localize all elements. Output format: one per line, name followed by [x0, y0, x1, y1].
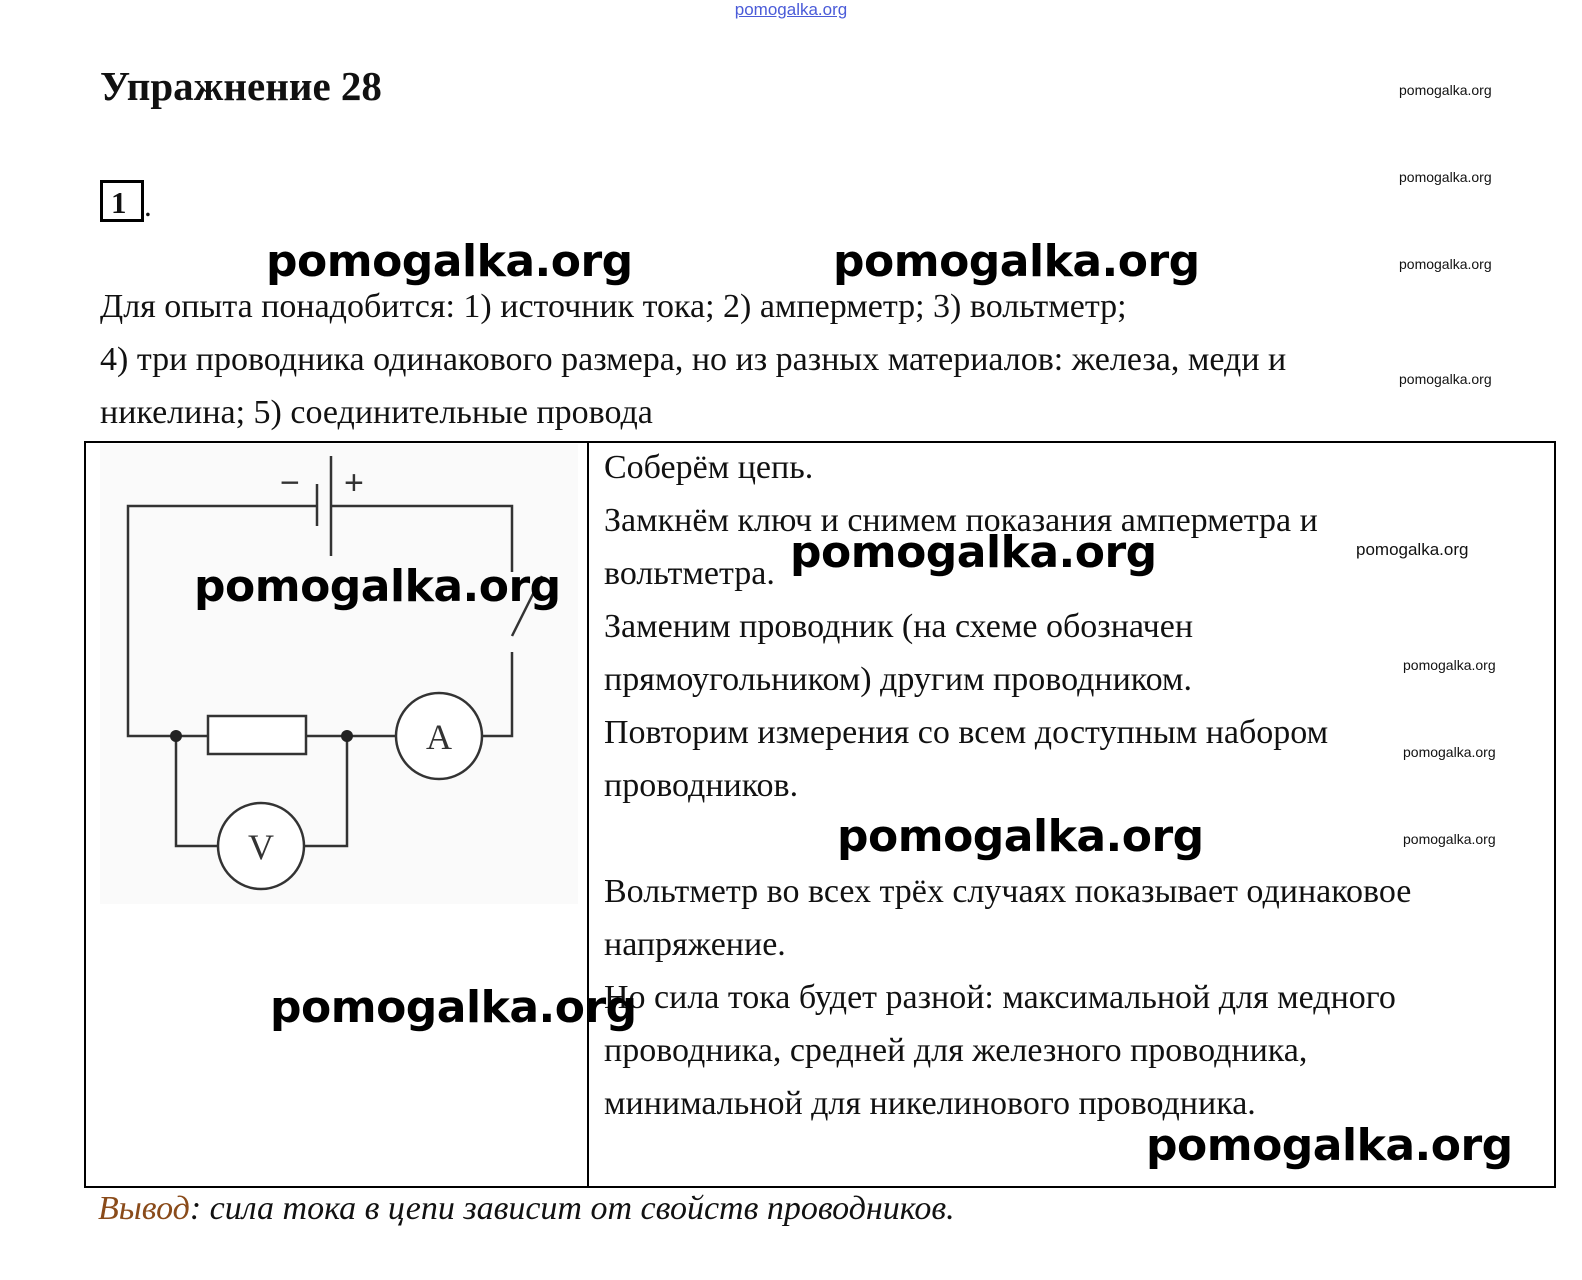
step-line: напряжение. [604, 926, 786, 963]
step-line: проводника, средней для железного проводника, [604, 1032, 1308, 1069]
wire-voltmeter-right [304, 736, 347, 846]
watermark-large: pomogalka.org [194, 561, 561, 612]
step-line: Заменим проводник (на схеме обозначен [604, 608, 1194, 645]
wire-right [482, 652, 512, 736]
conclusion-text: : сила тока в цепи зависит от свойств проводников. [189, 1190, 955, 1227]
watermark-side: pomogalka.org [1399, 371, 1492, 387]
ammeter-label: A [426, 717, 452, 757]
voltmeter-label: V [248, 827, 274, 867]
table-divider [587, 441, 589, 1188]
step-line: Соберём цепь. [604, 449, 814, 486]
junction-node [341, 730, 353, 742]
intro-line: 4) три проводника одинакового размера, но из разных материалов: железа, меди и [100, 341, 1287, 378]
battery-plus-label: + [344, 464, 364, 502]
junction-node [170, 730, 182, 742]
site-link[interactable]: pomogalka.org [734, 0, 848, 19]
step-line: Повторим измерения со всем доступным набором [604, 714, 1329, 751]
watermark-large: pomogalka.org [833, 236, 1200, 287]
task-number-box: 1 [100, 180, 144, 222]
watermark-side: pomogalka.org [1399, 82, 1492, 98]
wire-top-left [128, 506, 317, 736]
step-line: проводников. [604, 767, 799, 804]
conclusion [98, 1190, 955, 1228]
step-line: Замкнём ключ и снимем показания амперметра и [604, 502, 1318, 539]
watermark-side: pomogalka.org [1399, 169, 1492, 185]
intro-line: никелина; 5) соединительные провода [100, 394, 653, 431]
exercise-title: Упражнение 28 [100, 63, 382, 109]
task-number-dot: . [144, 188, 152, 223]
watermark-large: pomogalka.org [790, 527, 1157, 578]
watermark-large: pomogalka.org [270, 982, 637, 1033]
watermark-side: pomogalka.org [1403, 831, 1496, 847]
resistor [208, 716, 306, 754]
watermark-side: pomogalka.org [1356, 540, 1469, 559]
conclusion-label: Вывод [98, 1190, 190, 1227]
step-line: Но сила тока будет разной: максимальной для медного [604, 979, 1396, 1016]
watermark-large: pomogalka.org [837, 811, 1204, 862]
battery-minus-label: − [280, 464, 300, 502]
watermark-side: pomogalka.org [1399, 256, 1492, 272]
circuit-diagram [100, 444, 578, 904]
step-line: минимальной для никелинового проводника. [604, 1085, 1256, 1122]
step-line: вольтметра. [604, 555, 775, 592]
step-line: прямоугольником) другим проводником. [604, 661, 1192, 698]
intro-line: Для опыта понадобится: 1) источник тока; 2) амперметр; 3) вольтметр; [100, 288, 1127, 325]
watermark-side: pomogalka.org [1403, 657, 1496, 673]
step-line: Вольтметр во всех трёх случаях показывает одинаковое [604, 873, 1412, 910]
watermark-side: pomogalka.org [1403, 744, 1496, 760]
watermark-large: pomogalka.org [266, 236, 633, 287]
intro-text [100, 280, 1480, 439]
watermark-large: pomogalka.org [1146, 1120, 1513, 1171]
